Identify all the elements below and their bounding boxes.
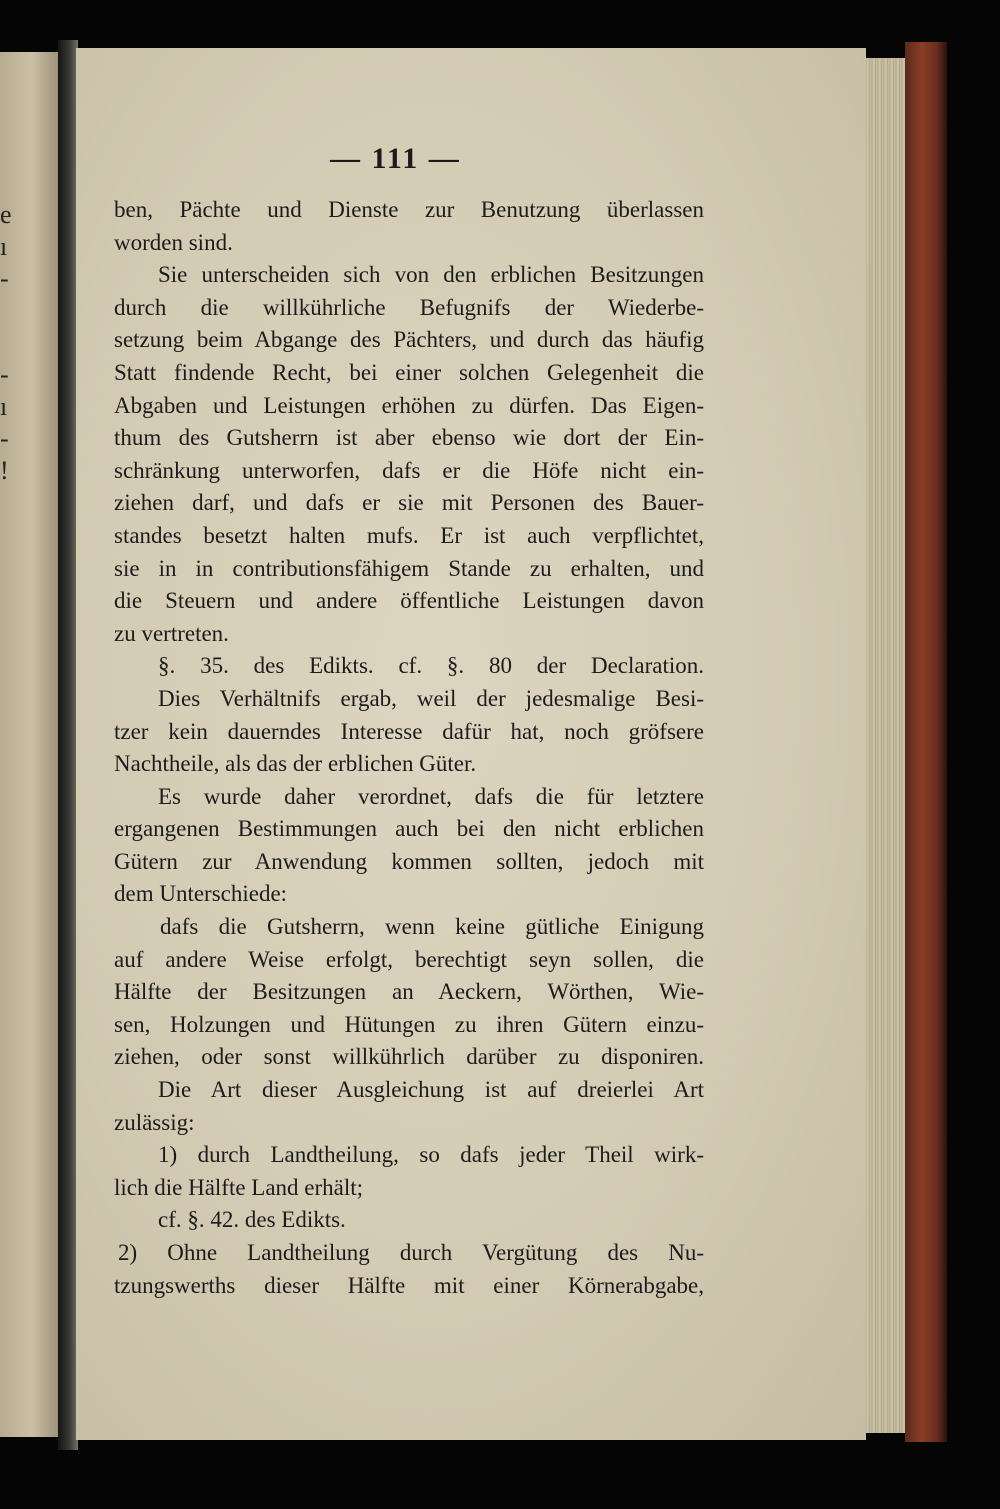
citation-line: cf. §. 42. des Edikts. (158, 1207, 346, 1233)
text-line: sen, Holzungen und Hütungen zu ihren Gütern einzu- (114, 1011, 704, 1037)
text-line: ben, Pächte und Dienste zur Benutzung überlassen (114, 197, 704, 222)
text-line: standes besetzt halten mufs. Er ist auch verpflichtet, (114, 522, 704, 548)
text-line: Gütern zur Anwendung kommen sollten, jedoch mit (114, 848, 704, 874)
text-line: auf andere Weise erfolgt, berechtigt seyn sollen, die (114, 946, 704, 972)
left-page-fragment: ı (0, 392, 8, 421)
page-body-text (114, 194, 704, 1302)
list-item-line: 1) durch Landtheilung, so dafs jeder Theil wirk- (158, 1142, 704, 1168)
text-line: Sie unterscheiden sich von den erblichen Besitzungen (158, 262, 704, 288)
left-page-edge (0, 52, 58, 1437)
book-cover-edge (905, 42, 947, 1442)
text-line: Abgaben und Leistungen erhöhen zu dürfen. Das Eigen- (114, 392, 704, 418)
text-line: zulässig: (114, 1109, 195, 1135)
text-line: ziehen darf, und dafs er sie mit Personen des Bauer- (114, 490, 704, 516)
text-line: Dies Verhältnifs ergab, weil der jedesmalige Besi- (158, 685, 704, 711)
text-line: ziehen, oder sonst willkührlich darüber zu disponiren. (114, 1044, 704, 1070)
text-line: Nachtheile, als das der erblichen Güter. (114, 751, 477, 777)
text-line: die Steuern und andere öffentliche Leistungen davon (114, 588, 704, 614)
text-line: tzer kein dauerndes Interesse dafür hat, noch gröfsere (114, 718, 704, 744)
text-line: Es wurde daher verordnet, dafs die für letztere (158, 783, 704, 809)
text-line: durch die willkührliche Befugnifs der Wiederbe- (114, 294, 704, 320)
text-line: lich die Hälfte Land erhält; (114, 1174, 364, 1200)
text-line: Statt findende Recht, bei einer solchen Gelegenheit die (114, 359, 704, 385)
left-page-fragment: - (0, 424, 9, 453)
text-line: ergangenen Bestimmungen auch bei den nicht erblichen (114, 816, 704, 842)
text-line: schränkung unterworfen, dafs er die Höfe nicht ein- (114, 457, 704, 483)
text-line: thum des Gutsherrn ist aber ebenso wie dort der Ein- (114, 425, 704, 451)
text-line: tzungswerths dieser Hälfte mit einer Körnerabgabe, (114, 1272, 704, 1298)
left-page-fragment: ! (0, 456, 9, 485)
left-page-fragment: e (0, 200, 12, 229)
page-number-header: — 111 — (330, 142, 461, 175)
left-page-fragment: - (0, 264, 9, 293)
book-gutter (58, 40, 78, 1450)
list-item-line: 2) Ohne Landtheilung durch Vergütung des Nu- (118, 1240, 704, 1265)
text-line: zu vertreten. (114, 620, 229, 646)
text-line: sie in in contributionsfähigem Stande zu erhalten, und (114, 555, 704, 581)
text-line: dem Unterschiede: (114, 881, 288, 907)
text-line: Hälfte der Besitzungen an Aeckern, Wörthen, Wie- (114, 979, 704, 1005)
left-page-fragment: ı (0, 232, 8, 261)
text-line: dafs die Gutsherrn, wenn keine gütliche Einigung (160, 914, 704, 940)
text-line: worden sind. (114, 229, 233, 255)
text-line: setzung beim Abgange des Pächters, und durch das häufig (114, 327, 704, 353)
text-line: Die Art dieser Ausgleichung ist auf dreierlei Art (158, 1077, 704, 1103)
citation-line: §. 35. des Edikts. cf. §. 80 der Declaration. (158, 653, 704, 679)
left-page-fragment: - (0, 360, 9, 389)
